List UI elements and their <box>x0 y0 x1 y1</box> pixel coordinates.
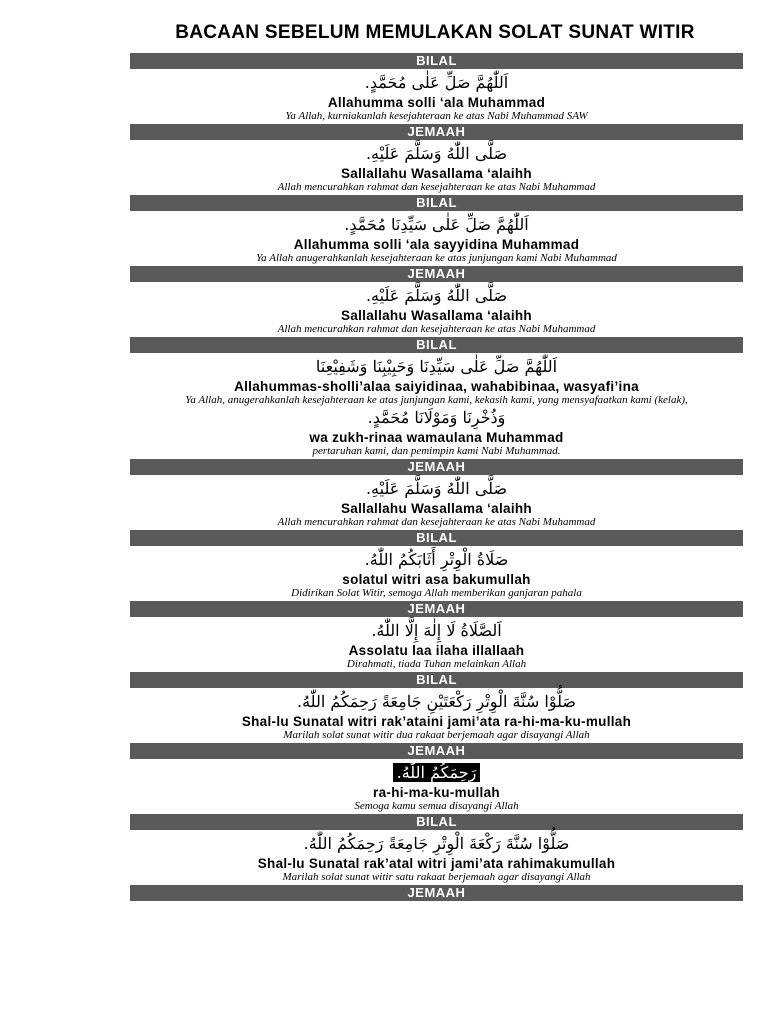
recitation-block <box>130 759 743 812</box>
translation-text: Ya Allah, kurniakanlah kesejahteraan ke atas Nabi Muhammad SAW <box>285 110 588 122</box>
page-title: BACAAN SEBELUM MEMULAKAN SOLAT SUNAT WITIR <box>175 22 695 43</box>
arabic-text: اَللّٰهُمَّ صَلِّ عَلٰى سَيِّدِنَا مُحَمَّدٍ. <box>344 215 529 234</box>
translation-text: Dirahmati, tiada Tuhan melainkan Allah <box>346 658 527 670</box>
recitation-block <box>130 617 743 670</box>
role-bar-jemaah: JEMAAH <box>130 885 743 901</box>
arabic-text: اَلصَّلَاةُ لَا إِلٰهَ إِلَّا اللّٰهُ. <box>371 621 502 640</box>
role-bar-bilal: BILAL <box>130 530 743 546</box>
recitation-sections <box>130 53 743 901</box>
role-bar-bilal: BILAL <box>130 337 743 353</box>
role-bar-jemaah: JEMAAH <box>130 459 743 475</box>
transliteration-text: Assolatu laa ilaha illallaah <box>348 643 525 658</box>
arabic-text: صَلَاةُ الْوِتْرِ أَثَابَكُمُ اللّٰهُ. <box>364 550 509 569</box>
transliteration-text: Sallallahu Wasallama ‘alaihh <box>341 166 532 181</box>
arabic-text: وَذُخْرِنَا وَمَوْلَانَا مُحَمَّدٍ. <box>367 408 506 427</box>
transliteration-text: wa zukh-rinaa wamaulana Muhammad <box>309 430 564 445</box>
recitation-block <box>130 475 743 528</box>
role-bar-jemaah: JEMAAH <box>130 266 743 282</box>
translation-text: Didirikan Solat Witir, semoga Allah memberikan ganjaran pahala <box>291 587 582 599</box>
recitation-block <box>130 282 743 335</box>
translation-text: Ya Allah, anugerahkanlah kesejahteraan ke atas junjungan kami, kekasih kami, yang mensyafaatkan kami (kelak), <box>185 394 688 406</box>
transliteration-text: Sallallahu Wasallama ‘alaihh <box>341 501 532 516</box>
arabic-text: صَلُّوْا سُنَّةَ الْوِتْرِ رَكْعَتَيْنِ جَامِعَةً رَحِمَكُمُ اللّٰهُ. <box>297 692 576 711</box>
arabic-text-highlighted: رَحِمَكُمُ اللّٰهُ. <box>393 763 481 782</box>
arabic-text: صَلَّى اللّٰهُ وَسَلَّمَ عَلَيْهِ. <box>365 479 508 498</box>
translation-text: Marilah solat sunat witir dua rakaat berjemaah agar disayangi Allah <box>283 729 590 741</box>
transliteration-text: Allahumma solli ‘ala Muhammad <box>327 95 546 110</box>
translation-text: Allah mencurahkan rahmat dan kesejahteraan ke atas Nabi Muhammad <box>277 323 596 335</box>
recitation-block <box>130 830 743 883</box>
role-bar-bilal: BILAL <box>130 53 743 69</box>
translation-text: Ya Allah anugerahkanlah kesejahteraan ke atas junjungan kami Nabi Muhammad <box>256 252 617 264</box>
transliteration-text: ra-hi-ma-ku-mullah <box>373 785 500 800</box>
arabic-text: اَللّٰهُمَّ صَلِّ عَلٰى سَيِّدِنَا وَحَبِيْبِنَا وَشَفِيْعِنَا <box>315 357 558 376</box>
role-bar-bilal: BILAL <box>130 195 743 211</box>
transliteration-text: Allahumma solli ‘ala sayyidina Muhammad <box>293 237 580 252</box>
transliteration-text: Shal-lu Sunatal rak’atal witri jami’ata rahimakumullah <box>257 856 616 871</box>
arabic-text: صَلُّوْا سُنَّةَ رَكْعَةَ الْوِتْرِ جَامِعَةً رَحِمَكُمُ اللّٰهُ. <box>303 834 570 853</box>
role-bar-bilal: BILAL <box>130 672 743 688</box>
transliteration-text: Shal-lu Sunatal witri rak’ataini jami’ata ra-hi-ma-ku-mullah <box>241 714 632 729</box>
arabic-text: صَلَّى اللّٰهُ وَسَلَّمَ عَلَيْهِ. <box>365 144 508 163</box>
translation-text: Semoga kamu semua disayangi Allah <box>354 800 519 812</box>
translation-text: Marilah solat sunat witir satu rakaat berjemaah agar disayangi Allah <box>282 871 591 883</box>
recitation-block <box>130 140 743 193</box>
recitation-block <box>130 211 743 264</box>
arabic-text: صَلَّى اللّٰهُ وَسَلَّمَ عَلَيْهِ. <box>365 286 508 305</box>
recitation-block <box>130 546 743 599</box>
transliteration-text: solatul witri asa bakumullah <box>342 572 531 587</box>
arabic-text <box>130 761 743 785</box>
role-bar-jemaah: JEMAAH <box>130 743 743 759</box>
arabic-text: اَللّٰهُمَّ صَلِّ عَلٰى مُحَمَّدٍ. <box>364 73 509 92</box>
role-bar-jemaah: JEMAAH <box>130 124 743 140</box>
role-bar-bilal: BILAL <box>130 814 743 830</box>
recitation-block <box>130 688 743 741</box>
transliteration-text: Allahummas-sholli’alaa saiyidinaa, wahabibinaa, wasyafi’ina <box>234 379 639 394</box>
recitation-block <box>130 353 743 457</box>
recitation-block <box>130 69 743 122</box>
role-bar-jemaah: JEMAAH <box>130 601 743 617</box>
transliteration-text: Sallallahu Wasallama ‘alaihh <box>341 308 532 323</box>
translation-text: pertaruhan kami, dan pemimpin kami Nabi Muhammad. <box>312 445 561 457</box>
translation-text: Allah mencurahkan rahmat dan kesejahteraan ke atas Nabi Muhammad <box>277 516 596 528</box>
translation-text: Allah mencurahkan rahmat dan kesejahteraan ke atas Nabi Muhammad <box>277 181 596 193</box>
